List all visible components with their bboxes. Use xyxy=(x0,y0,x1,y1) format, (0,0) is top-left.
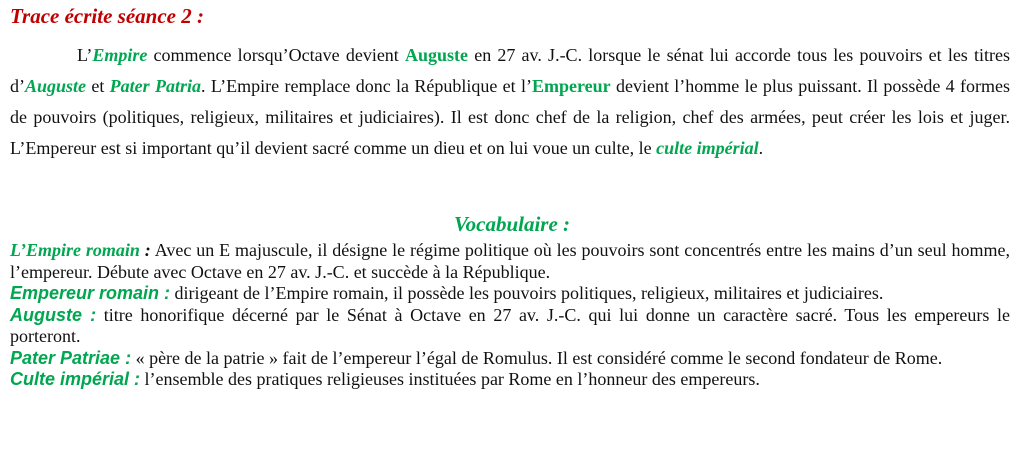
paragraph-text: en 27 av. J.-C. lorsque le sénat lui accorde tous les pouvoirs et les titres d’ xyxy=(10,45,1010,96)
vocabulary-term: Culte impérial : xyxy=(10,369,141,389)
summary-paragraph xyxy=(10,40,1010,164)
vocabulary-definition: « père de la patrie » fait de l’empereur l’égal de Romulus. Il est considéré comme le second fondateur de Rome. xyxy=(131,347,943,368)
paragraph-text: L’ xyxy=(77,45,93,65)
keyword-culte-imperial: culte impérial xyxy=(656,138,759,158)
vocabulary-entry xyxy=(10,283,1010,305)
vocabulary-entry xyxy=(10,240,1010,283)
vocabulary-entry xyxy=(10,305,1010,348)
keyword-auguste: Auguste xyxy=(25,76,87,96)
vocabulary-term: Pater Patriae : xyxy=(10,347,132,368)
paragraph-text: . L’Empire remplace donc la République et l’ xyxy=(201,76,532,96)
paragraph-text: et xyxy=(86,76,110,96)
paragraph-text: devient l’homme le plus puissant. Il possède 4 formes de pouvoirs (politiques, religieux, militaires et judiciaires). Il est donc chef de la religion, chef des armées, peut créer les lois et juger. L’Empereur est si important qu’il devient sacré comme un dieu et on lui voue un culte, le xyxy=(10,76,1010,158)
paragraph-text: . xyxy=(758,138,764,158)
vocabulary-definition: dirigeant de l’Empire romain, il possède les pouvoirs politiques, religieux, militaires et judiciaires. xyxy=(170,283,884,303)
vocabulary-entry xyxy=(10,348,1010,370)
vocabulary-list xyxy=(10,240,1010,391)
vocabulary-term: Auguste : xyxy=(10,304,97,325)
vocabulary-colon: : xyxy=(139,240,151,260)
keyword-empire: Empire xyxy=(92,45,148,65)
vocabulary-term: Empereur romain : xyxy=(10,283,171,303)
vocabulary-term: L’Empire romain xyxy=(10,240,140,260)
vocabulary-definition: Avec un E majuscule, il désigne le régime politique où les pouvoirs sont concentrés entre les mains d’un seul homme, l’empereur. Débute avec Octave en 27 av. J.-C. et succède à la République. xyxy=(10,240,1011,282)
keyword-empereur: Empereur xyxy=(531,76,611,96)
keyword-auguste: Auguste xyxy=(405,45,469,65)
vocabulary-title: Vocabulaire : xyxy=(453,212,571,236)
paragraph-text: commence lorsqu’Octave devient xyxy=(147,45,405,65)
vocabulary-definition: titre honorifique décerné par le Sénat à Octave en 27 av. J.-C. qui lui donne un caractère sacré. Tous les empereurs le porteront. xyxy=(10,304,1011,346)
vocabulary-definition: l’ensemble des pratiques religieuses instituées par Rome en l’honneur des empereurs. xyxy=(140,369,760,389)
page-title: Trace écrite séance 2 : xyxy=(10,4,204,28)
vocabulary-entry xyxy=(10,369,1010,391)
keyword-pater-patria: Pater Patria xyxy=(109,76,201,96)
